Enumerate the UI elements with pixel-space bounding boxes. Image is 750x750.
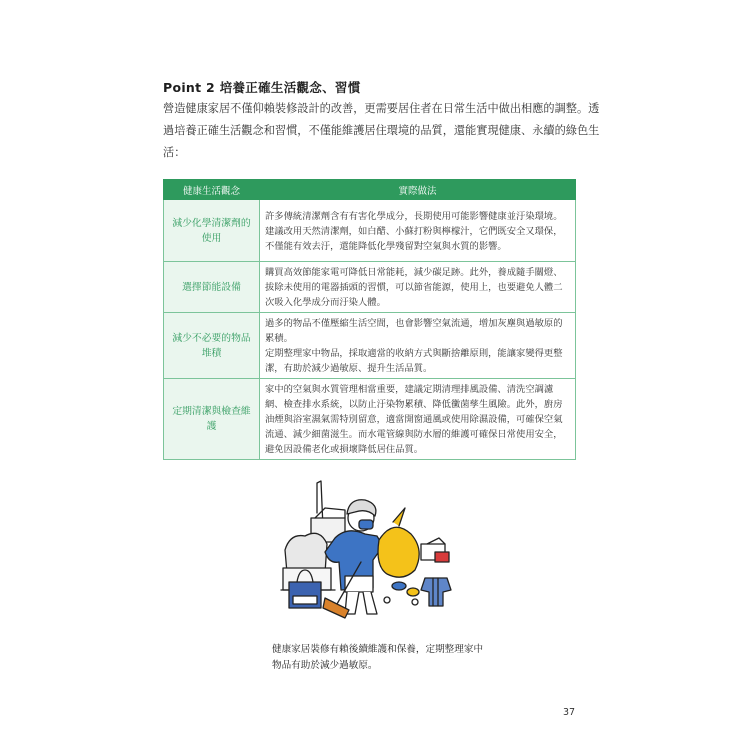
- table-row: [164, 200, 576, 262]
- column-header-concept: 健康生活觀念: [164, 180, 260, 200]
- column-header-practice: 實際做法: [260, 180, 576, 200]
- table-row: [164, 379, 576, 460]
- practice-cell: 購買高效節能家電可降低日常能耗，減少碳足跡。此外，養成隨手關燈、拔除未使用的電器插頭的習慣，可以節省能源，使用上，也要避免人體二次吸入化學成分而汙染人體。: [260, 262, 576, 313]
- intro-paragraph: 營造健康家居不僅仰賴裝修設計的改善，更需要居住者在日常生活中做出相應的調整。透過培養正確生活觀念和習慣，不僅能維護居住環境的品質，還能實現健康、永續的綠色生活：: [163, 102, 600, 159]
- practice-cell: 許多傳統清潔劑含有有害化學成分，長期使用可能影響健康並汙染環境。 建議改用天然清潔劑，如白醋、小蘇打粉與檸檬汁，它們既安全又環保，不僅能有效去汙，還能降低化學殘留對空氣與水質的影響。: [260, 200, 576, 262]
- concept-cell: 定期清潔與檢查維護: [164, 379, 260, 460]
- practice-cell: 家中的空氣與水質管理相當重要，建議定期清理排風設備、清洗空調濾網、檢查排水系統，以防止汙染物累積、降低黴菌孳生風險。此外，廚房油煙與浴室濕氣需特別留意，適當開窗通風或使用除濕設備，可確保空氣流通、減少細菌滋生。而水電管線與防水層的維護可確保日常使用安全，避免因設備老化或損壞降低居住品質。: [260, 379, 576, 460]
- concept-cell: 減少不必要的物品堆積: [164, 313, 260, 379]
- table-row: [164, 262, 576, 313]
- cleaning-illustration-svg: [275, 478, 475, 623]
- table-row: [164, 313, 576, 379]
- table-header-row: [164, 180, 576, 200]
- concept-cell: 選擇節能設備: [164, 262, 260, 313]
- practice-cell: 過多的物品不僅壓縮生活空間，也會影響空氣流通，增加灰塵與過敏原的累積。 定期整理家中物品，採取適當的收納方式與斷捨離原則，能讓家變得更整潔，有助於減少過敏原、提升生活品質。: [260, 313, 576, 379]
- concept-cell: 減少化學清潔劑的使用: [164, 200, 260, 262]
- lifestyle-table: [163, 179, 576, 460]
- section-heading: Point 2 培養正確生活觀念、習慣: [163, 80, 361, 95]
- page-number: 37: [563, 707, 576, 718]
- cleaning-illustration: [275, 478, 475, 623]
- illustration-caption: 健康家居裝修有賴後續維護和保養，定期整理家中物品有助於減少過敏原。: [272, 644, 484, 671]
